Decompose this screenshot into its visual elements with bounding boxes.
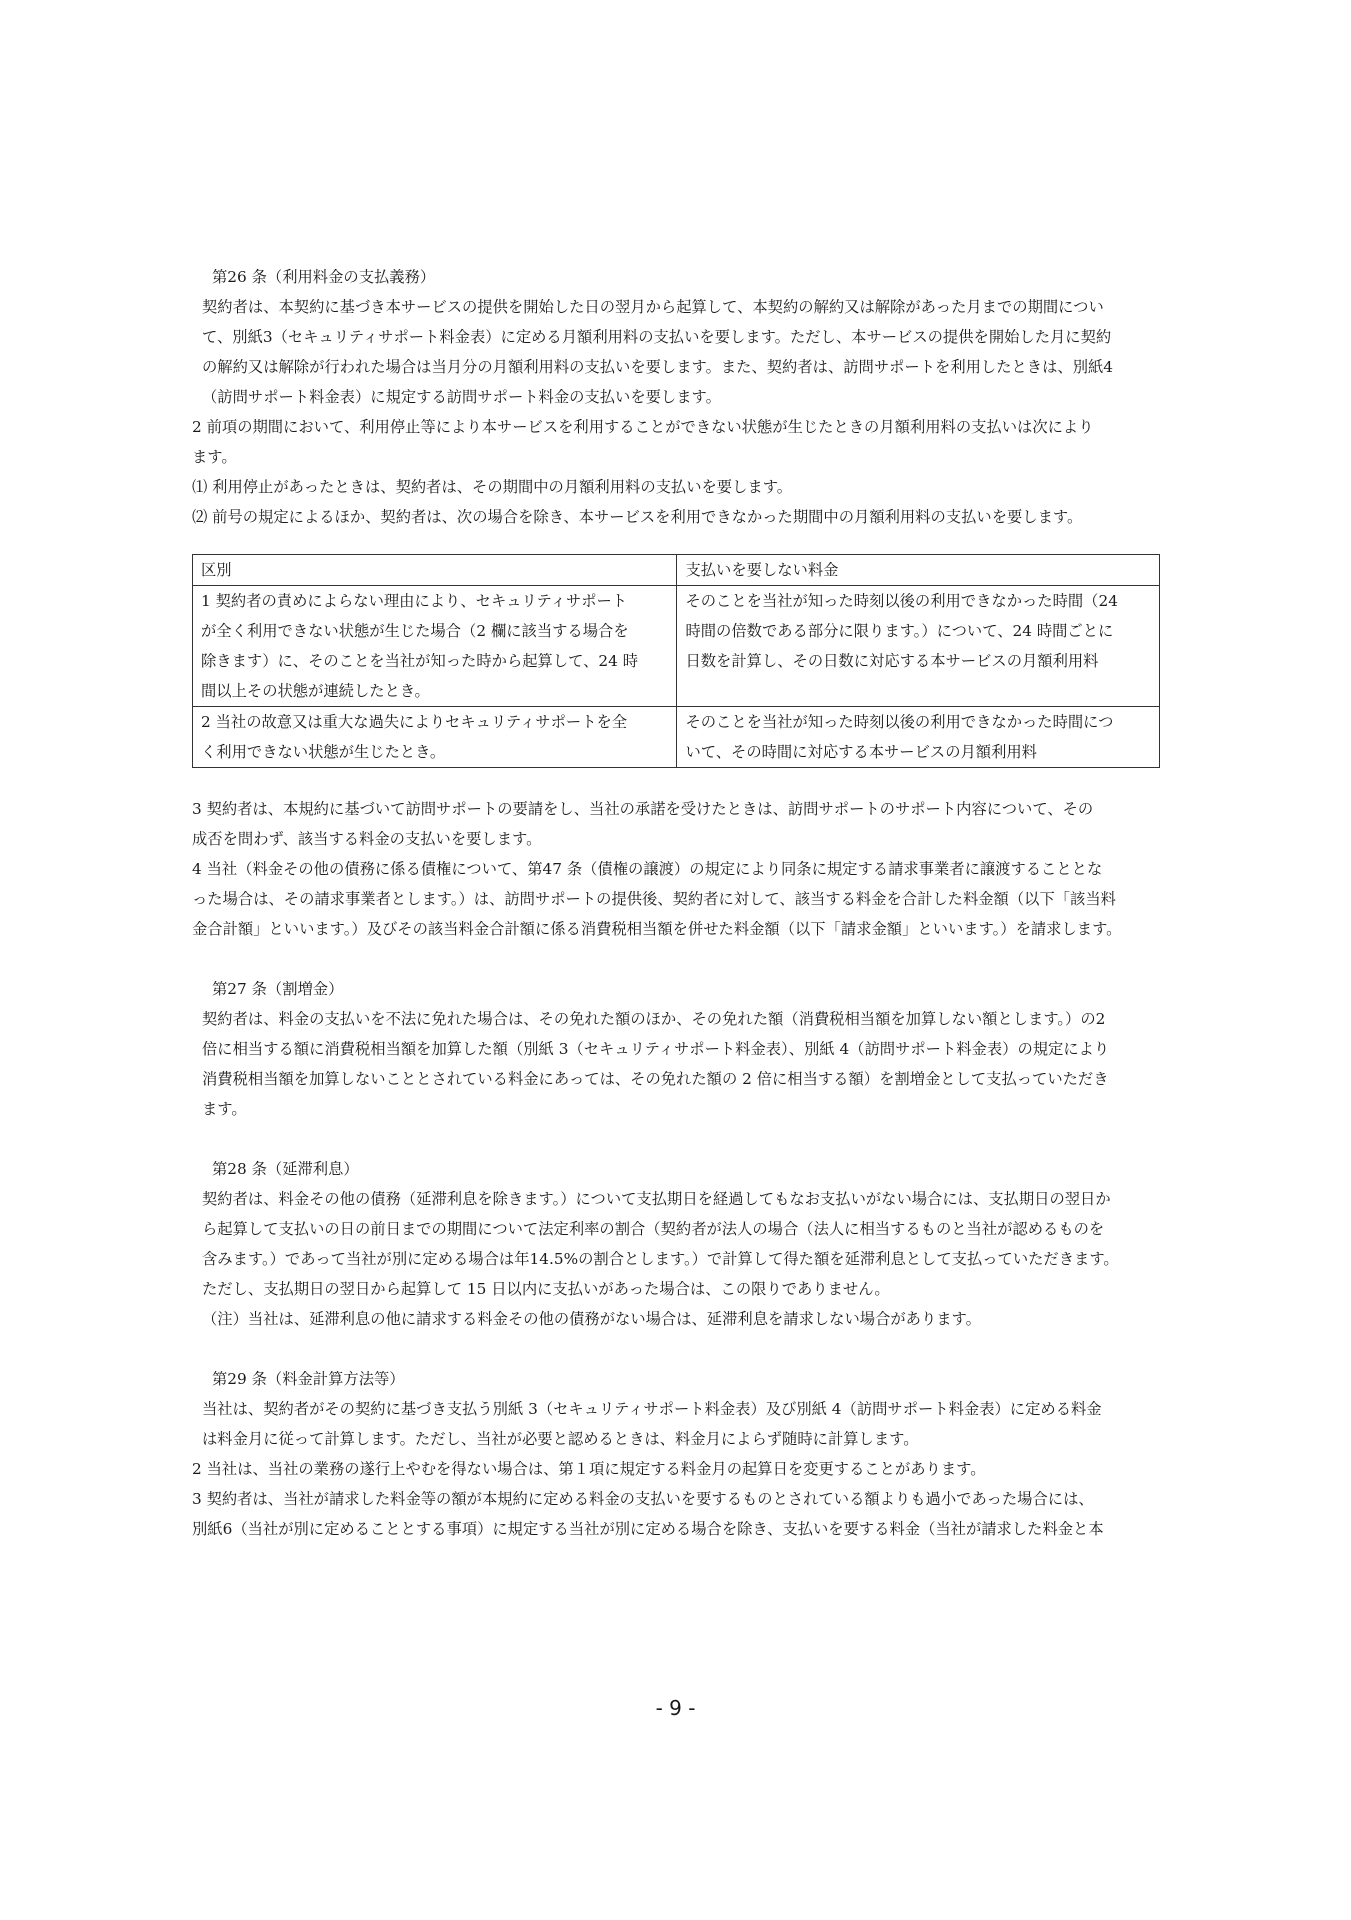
article-28-heading: 第28 条（延滞利息） xyxy=(212,1160,359,1178)
page-number: - 9 - xyxy=(655,1696,696,1720)
line: ただし、支払期日の翌日から起算して 15 日以内に支払いがあった場合は、この限りでありません。 xyxy=(202,1280,890,1298)
line: 時間の倍数である部分に限ります。）について、24 時間ごとに xyxy=(685,622,1114,640)
article-28-para-1 xyxy=(192,1184,1158,1304)
table-header-cell: 支払いを要しない料金 xyxy=(677,555,1160,586)
document-body xyxy=(192,262,1158,1544)
article-26-para-2 xyxy=(192,412,1158,472)
line: った場合は、その請求事業者とします。）は、訪問サポートの提供後、契約者に対して、該当する料金を合計した料金額（以下「該当料 xyxy=(192,890,1116,908)
line: 間以上その状態が連続したとき。 xyxy=(201,682,430,700)
article-26-para-1 xyxy=(192,292,1158,412)
line: は料金月に従って計算します。ただし、当社が必要と認めるときは、料金月によらず随時に計算します。 xyxy=(202,1430,919,1448)
line: 別紙6（当社が別に定めることとする事項）に規定する当社が別に定める場合を除き、支払いを要する料金（当社が請求した料金と本 xyxy=(192,1520,1104,1538)
line: 含みます。）であって当社が別に定める場合は年14.5%の割合とします。）で計算して得た額を延滞利息として支払っていただきます。 xyxy=(202,1250,1119,1268)
line: いて、その時間に対応する本サービスの月額利用料 xyxy=(685,743,1037,761)
line: そのことを当社が知った時刻以後の利用できなかった時間（24 xyxy=(685,592,1118,610)
article-26-para-4 xyxy=(192,854,1158,944)
article-26-item-1: ⑴ 利用停止があったときは、契約者は、その期間中の月額利用料の支払いを要します。 xyxy=(192,478,793,496)
article-29-para-2: 2 当社は、当社の業務の遂行上やむを得ない場合は、第１項に規定する料金月の起算日を変更することがあります。 xyxy=(192,1460,986,1478)
table-cell xyxy=(677,586,1160,707)
table-header-cell: 区別 xyxy=(193,555,677,586)
line: 契約者は、料金その他の債務（延滞利息を除きます。）について支払期日を経過してもなお支払いがない場合には、支払期日の翌日か xyxy=(202,1190,1111,1208)
line: 消費税相当額を加算しないこととされている料金にあっては、その免れた額の 2 倍に相当する額）を割増金として支払っていただき xyxy=(202,1070,1109,1088)
article-26-item-2: ⑵ 前号の規定によるほか、契約者は、次の場合を除き、本サービスを利用できなかった期間中の月額利用料の支払いを要します。 xyxy=(192,508,1083,526)
article-26-heading: 第26 条（利用料金の支払義務） xyxy=(212,268,436,286)
line: 当社は、契約者がその契約に基づき支払う別紙 3（セキュリティサポート料金表）及び別紙 4（訪問サポート料金表）に定める料金 xyxy=(202,1400,1102,1418)
line: 金合計額」といいます。）及びその該当料金合計額に係る消費税相当額を併せた料金額（以下「請求金額」といいます。）を請求します。 xyxy=(192,920,1122,938)
line: 日数を計算し、その日数に対応する本サービスの月額利用料 xyxy=(685,652,1099,670)
table-cell xyxy=(193,707,677,768)
line: 契約者は、本契約に基づき本サービスの提供を開始した日の翌月から起算して、本契約の解約又は解除があった月までの期間につい xyxy=(202,298,1104,316)
table-row xyxy=(193,586,1160,707)
line: 4 当社（料金その他の債務に係る債権について、第47 条（債権の譲渡）の規定により同条に規定する請求事業者に譲渡することとな xyxy=(192,860,1103,878)
line: 1 契約者の責めによらない理由により、セキュリティサポート xyxy=(201,592,628,610)
line: 2 前項の期間において、利用停止等により本サービスを利用することができない状態が生じたときの月額利用料の支払いは次により xyxy=(192,418,1094,436)
fee-exemption-table xyxy=(192,554,1160,768)
line: が全く利用できない状態が生じた場合（2 欄に該当する場合を xyxy=(201,622,629,640)
line: 倍に相当する額に消費税相当額を加算した額（別紙 3（セキュリティサポート料金表）、別紙 4（訪問サポート料金表）の規定により xyxy=(202,1040,1110,1058)
table-cell xyxy=(193,586,677,707)
article-29-heading: 第29 条（料金計算方法等） xyxy=(212,1370,405,1388)
line: て、別紙3（セキュリティサポート料金表）に定める月額利用料の支払いを要します。ただし、本サービスの提供を開始した月に契約 xyxy=(202,328,1112,346)
line: 2 当社の故意又は重大な過失によりセキュリティサポートを全 xyxy=(201,713,628,731)
table-cell xyxy=(677,707,1160,768)
line: そのことを当社が知った時刻以後の利用できなかった時間につ xyxy=(685,713,1114,731)
article-26-para-3 xyxy=(192,794,1158,854)
table-row xyxy=(193,707,1160,768)
article-27-heading: 第27 条（割増金） xyxy=(212,980,344,998)
table-header-row xyxy=(193,555,1160,586)
line: （訪問サポート料金表）に規定する訪問サポート料金の支払いを要します。 xyxy=(202,388,721,406)
line: 契約者は、料金の支払いを不法に免れた場合は、その免れた額のほか、その免れた額（消費税相当額を加算しない額とします。）の2 xyxy=(202,1010,1106,1028)
line: 3 契約者は、当社が請求した料金等の額が本規約に定める料金の支払いを要するものとされている額よりも過小であった場合には、 xyxy=(192,1490,1094,1508)
article-28-note: （注）当社は、延滞利息の他に請求する料金その他の債務がない場合は、延滞利息を請求しない場合があります。 xyxy=(202,1310,981,1328)
article-29-para-1 xyxy=(192,1394,1158,1454)
line: く利用できない状態が生じたとき。 xyxy=(201,743,446,761)
line: 3 契約者は、本規約に基づいて訪問サポートの要請をし、当社の承諾を受けたときは、訪問サポートのサポート内容について、その xyxy=(192,800,1094,818)
line: 成否を問わず、該当する料金の支払いを要します。 xyxy=(192,830,542,848)
line: 除きます）に、そのことを当社が知った時から起算して、24 時 xyxy=(201,652,639,670)
article-29-para-3 xyxy=(192,1484,1158,1544)
article-27-para-1 xyxy=(192,1004,1158,1124)
line: ます。 xyxy=(202,1100,247,1118)
line: ます。 xyxy=(192,448,237,466)
line: の解約又は解除が行われた場合は当月分の月額利用料の支払いを要します。また、契約者は、訪問サポートを利用したときは、別紙4 xyxy=(202,358,1114,376)
line: ら起算して支払いの日の前日までの期間について法定利率の割合（契約者が法人の場合（法人に相当するものと当社が認めるものを xyxy=(202,1220,1105,1238)
